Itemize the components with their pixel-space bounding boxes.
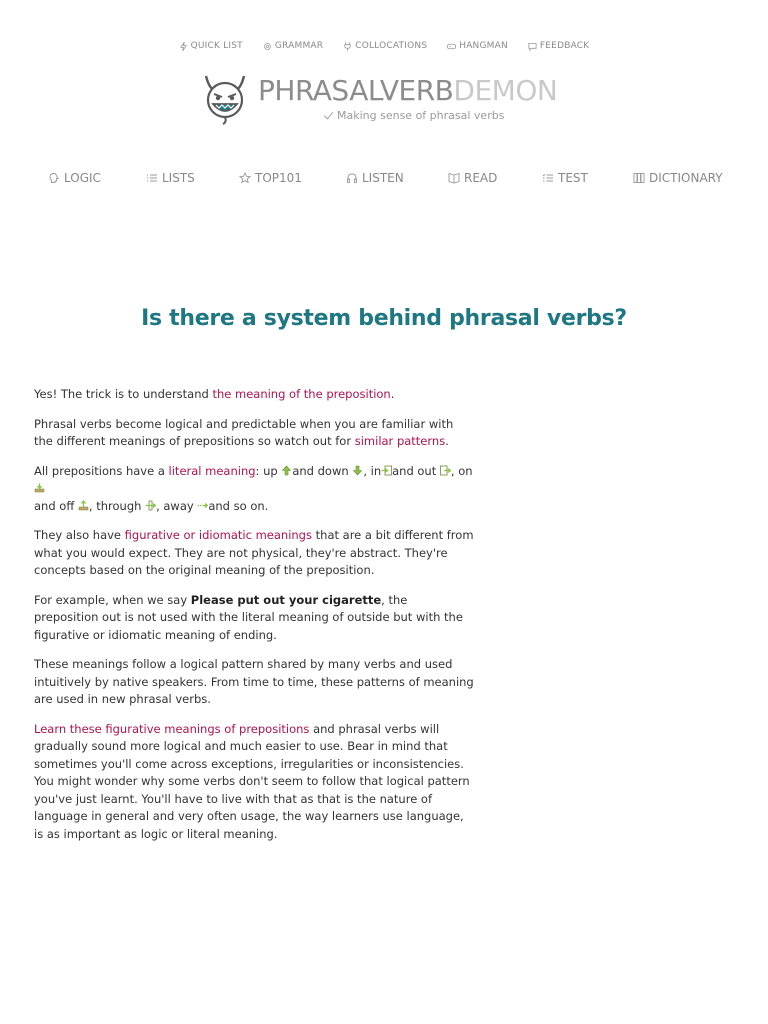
nav-feedback-label: FEEDBACK	[539, 41, 590, 51]
nav-dictionary[interactable]	[633, 171, 723, 185]
word-on: , on	[450, 463, 473, 478]
brain-icon	[48, 172, 60, 184]
nav-quick-list[interactable]	[179, 41, 243, 51]
nav-lists[interactable]	[146, 171, 195, 185]
nav-dictionary-label: DICTIONARY	[649, 171, 723, 185]
arrow-through-icon	[145, 500, 156, 511]
paragraph-3-end: and so on.	[208, 498, 269, 513]
paragraph-3-colon: :	[255, 463, 264, 478]
word-in: , in	[363, 463, 382, 478]
checklist-icon	[542, 172, 554, 184]
nav-test-label: TEST	[558, 171, 588, 185]
paragraph-7	[34, 721, 474, 844]
cog-icon	[263, 42, 272, 51]
nav-collocations[interactable]	[343, 41, 427, 51]
nav-read-label: READ	[464, 171, 498, 185]
paragraph-5-text: For example, when we say	[34, 592, 191, 607]
checkmark-icon	[323, 110, 334, 121]
nav-top101-label: TOP101	[255, 171, 302, 185]
main-navigation	[0, 171, 768, 189]
link-meaning-of-preposition[interactable]: the meaning of the preposition	[212, 387, 391, 401]
paragraph-4-text: They also have	[34, 528, 125, 542]
tagline-text: Making sense of phrasal verbs	[337, 109, 505, 122]
word-up: up	[263, 463, 282, 478]
demon-logo-icon	[197, 70, 253, 126]
paragraph-4	[34, 527, 474, 580]
paragraph-3	[34, 463, 474, 516]
nav-grammar-label: GRAMMAR	[274, 41, 324, 51]
word-away: , away	[156, 498, 198, 513]
paragraph-2-end: .	[445, 434, 449, 448]
link-figurative-meanings[interactable]: figurative or idiomatic meanings	[124, 528, 312, 542]
word-down: and down	[292, 463, 353, 478]
paragraph-7-end: and phrasal verbs will gradually sound more logical and much easier to use. Bear in mind that sometimes you'll come across exceptions, irregularities or inconsistencies. You might wonder why some verbs don't seem to follow that logical pattern you've just learnt. You'll have to live with that as that is the nature of language in general and very often usage, the way learners use language, is as important as logic or literal meaning.	[34, 721, 470, 841]
link-learn-figurative-meanings[interactable]: Learn these figurative meanings of prepositions	[34, 721, 310, 736]
nav-collocations-label: COLLOCATIONS	[355, 41, 428, 51]
nav-listen[interactable]	[346, 171, 404, 185]
link-literal-meaning[interactable]: literal meaning	[168, 463, 256, 478]
list-icon	[146, 172, 158, 184]
arrow-off-icon	[78, 500, 89, 511]
nav-listen-label: LISTEN	[362, 171, 404, 185]
article-body	[34, 386, 474, 855]
nav-hangman-label: HANGMAN	[459, 41, 508, 51]
page-title: Is there a system behind phrasal verbs?	[141, 306, 627, 331]
arrow-on-icon	[34, 482, 45, 493]
nav-top101[interactable]	[239, 171, 302, 185]
site-name-accent: DEMON	[453, 74, 558, 107]
nav-feedback[interactable]	[528, 41, 589, 51]
arrow-out-icon	[440, 465, 451, 476]
paragraph-2	[34, 416, 474, 451]
paragraph-5-end: , the preposition out is not used with the literal meaning of outside but with the figurative or idiomatic meaning of ending.	[34, 592, 463, 642]
headphones-icon	[346, 172, 358, 184]
top-navigation	[0, 41, 768, 51]
nav-logic[interactable]	[48, 171, 101, 185]
site-name-main: PHRASALVERB	[258, 74, 454, 107]
paragraph-5	[34, 592, 474, 645]
word-out: and out	[392, 463, 440, 478]
dictionary-icon	[633, 172, 645, 184]
nav-logic-label: LOGIC	[64, 171, 101, 185]
paragraph-2-text: Phrasal verbs become logical and predictable when you are familiar with the different meanings of prepositions so watch out for	[34, 416, 454, 448]
word-off: and off	[34, 498, 78, 513]
nav-read[interactable]	[448, 171, 497, 185]
nav-lists-label: LISTS	[162, 171, 195, 185]
bolt-icon	[179, 42, 188, 51]
gamepad-icon	[447, 42, 456, 51]
paragraph-1-text: Yes! The trick is to understand	[34, 387, 213, 401]
site-tagline	[323, 109, 557, 122]
brand-header[interactable]	[197, 70, 557, 126]
nav-grammar[interactable]	[263, 41, 323, 51]
book-icon	[448, 172, 460, 184]
word-through: , through	[88, 498, 146, 513]
star-icon	[239, 172, 251, 184]
nav-hangman[interactable]	[447, 41, 508, 51]
paragraph-1	[34, 386, 474, 404]
paragraph-3-text: All prepositions have a	[34, 463, 169, 478]
site-name	[258, 75, 557, 107]
arrow-down-icon	[352, 465, 363, 476]
plug-icon	[343, 42, 352, 51]
paragraph-6: These meanings follow a logical pattern shared by many verbs and used intuitively by native speakers. From time to time, these patterns of meaning are used in new phrasal verbs.	[34, 657, 474, 706]
arrow-up-icon	[281, 465, 292, 476]
chat-bubble-icon	[528, 42, 537, 51]
arrow-in-icon	[381, 465, 392, 476]
paragraph-1-end: .	[390, 387, 395, 401]
example-phrase: Please put out your cigarette	[190, 592, 382, 607]
nav-test[interactable]	[542, 171, 588, 185]
link-similar-patterns[interactable]: similar patterns	[354, 434, 446, 448]
nav-quick-list-label: QUICK LIST	[190, 41, 243, 51]
arrow-away-icon	[197, 500, 208, 511]
paragraph-4-end: that are a bit different from what you would expect. They are not physical, they're abstract. They're concepts based on the original meaning of the preposition.	[34, 528, 474, 577]
